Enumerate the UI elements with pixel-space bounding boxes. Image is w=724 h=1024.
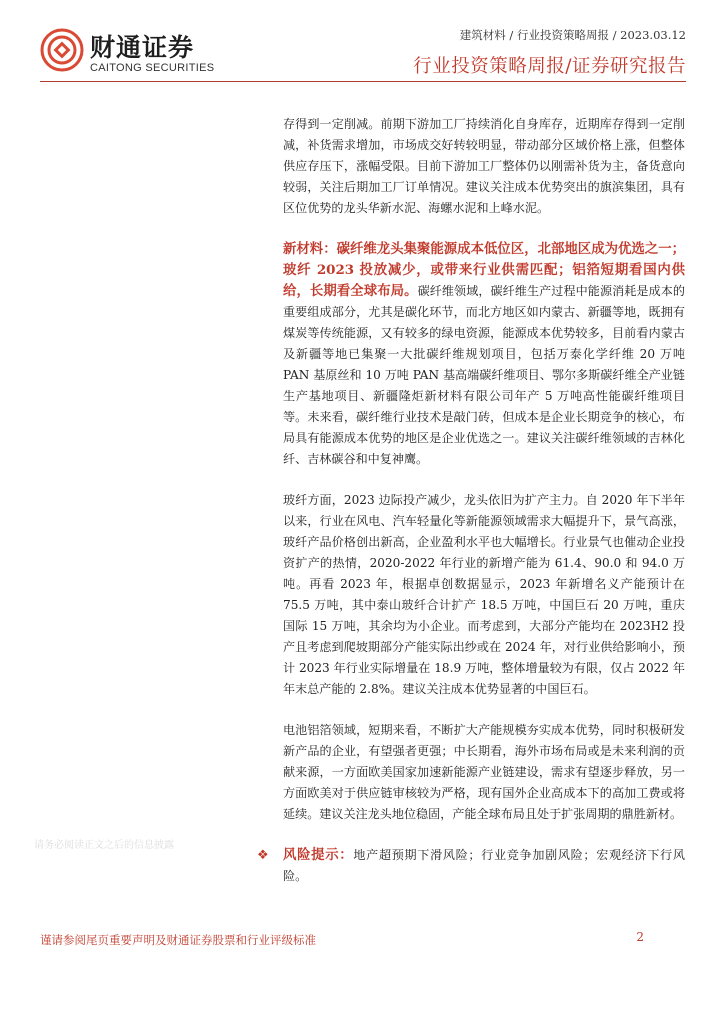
logo-text-en: CAITONG SECURITIES [90, 62, 215, 74]
new-materials-highlight: 新材料：碳纤维龙头集聚能源成本低位区，北部地区成为优选之一；玻纤 2023 投放减少，或带来行业供需匹配；铝箔短期看国内供给，长期看全球布局。 [283, 241, 685, 299]
caitong-logo-icon [40, 28, 84, 72]
company-logo [40, 26, 215, 78]
diamond-bullet-icon: ❖ [257, 848, 269, 863]
header-meta: 建筑材料 / 行业投资策略周报 / 2023.03.12 [459, 28, 686, 42]
paragraph-glass-fiber: 玻纤方面，2023 边际投产减少，龙头依旧为扩产主力。自 2020 年下半年以来，行业在风电、汽车轻量化等新能源领域需求大幅提升下，景气高涨，玻纤产品价格创出新高，企业盈利水平也大幅增长。行业景气也催动企业投资扩产的热情，2020-2022 年行业的新增产能为 61.4、90.0 和 94.0 万吨。再看 2023 年，根据卓创数据显示，2023 年新增名义产能预计在 75.5 万吨，其中泰山玻纤合计扩产 18.5 万吨，中国巨石 20 万吨，重庆国际 15 万吨，其余均为小企业。而考虑到，大部分产能均在 2023H2 投产且考虑到爬坡期部分产能实际出纱或在 2024 年，对行业供给影响小，预计 2023 年行业实际增量在 18.9 万吨，整体增量较为有限，仅占 2022 年年末总产能的 2.8%。建议关注成本优势显著的中国巨石。 [283, 493, 685, 696]
risk-text: 地产超预期下滑风险；行业竞争加剧风险；宏观经济下行风险。 [283, 848, 685, 883]
paragraph-cement: 存得到一定削减。前期下游加工厂持续消化自身库存，近期库存得到一定削减，补货需求增加，市场成交好转较明显，带动部分区域价格上涨，但整体供应存压下，涨幅受限。目前下游加工厂整体仍以刚需补货为主，备货意向较弱，关注后期加工厂订单情况。建议关注成本优势突出的旗滨集团，具有区位优势的龙头华新水泥、海螺水泥和上峰水泥。 [283, 117, 685, 215]
paragraph-new-materials [283, 239, 685, 470]
risk-label: 风险提示： [283, 847, 354, 863]
report-type-title: 行业投资策略周报/证券研究报告 [413, 56, 686, 77]
paragraph-battery-foil: 电池铝箔领域，短期来看，不断扩大产能规模夯实成本优势，同时积极研发新产品的企业，有望强者更强；中长期看，海外市场布局或是未来利润的贡献来源，一方面欧美国家加速新能源产业链建设，需求有望逐步释放，另一方面欧美对于供应链审核较为严格，现有国外企业高成本下的高加工费或将延续。建议关注龙头地位稳固，产能全球布局且处于扩张周期的鼎胜新材。 [283, 723, 685, 821]
footer-disclaimer: 谨请参阅尾页重要声明及财通证券股票和行业评级标准 [40, 933, 316, 947]
logo-text-cn: 财通证券 [90, 33, 195, 62]
page-number: 2 [636, 930, 644, 944]
report-body [257, 114, 685, 907]
new-materials-body: 碳纤维领域，碳纤维生产过程中能源消耗是成本的重要组成部分，尤其是碳化环节，而北方地区如内蒙古、新疆等地，既拥有煤炭等传统能源，又有较多的绿电资源，能源成本优势较多，目前看内蒙古及新疆等地已集聚一大批碳纤维规划项目，包括万泰化学纤维 20 万吨 PAN 基原丝和 10 万吨 PAN 基高端碳纤维项目、鄂尔多斯碳纤维全产业链生产基地项目、新疆隆炬新材料有限公司年产 5 万吨高性能碳纤维项目等。未来看，碳纤维行业技术是敲门砖，但成本是企业长期竞争的核心，布局具有能源成本优势的地区是企业优选之一。建议关注碳纤维领域的吉林化纤、吉林碳谷和中复神鹰。 [283, 284, 685, 466]
faint-watermark-text: 请务必阅读正文之后的信息披露 [34, 840, 174, 851]
header-divider [40, 81, 686, 82]
risk-warning [257, 845, 685, 887]
